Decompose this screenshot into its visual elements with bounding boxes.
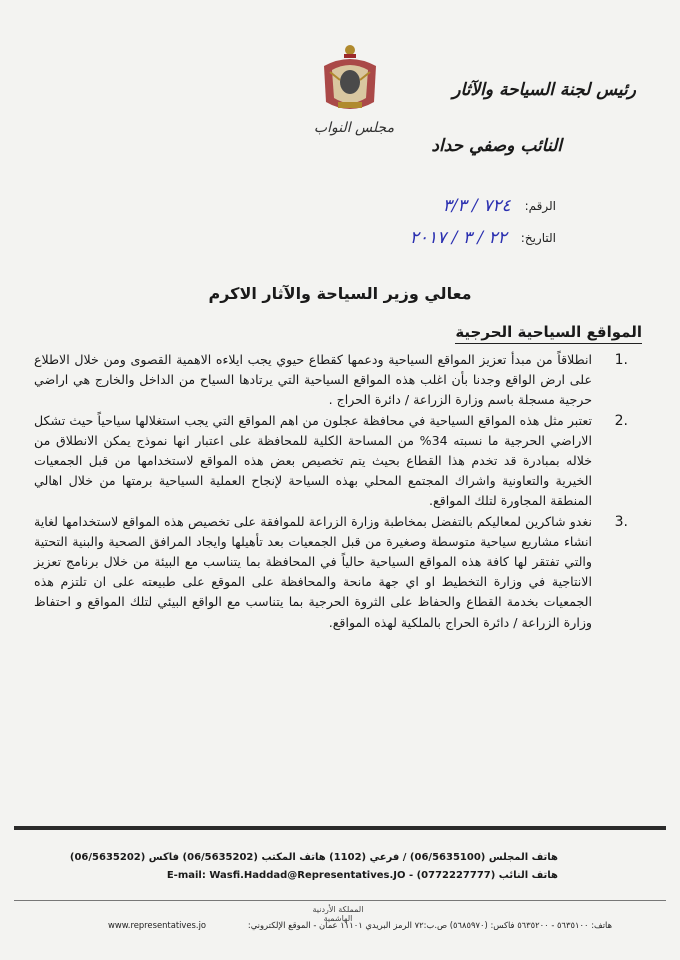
reference-date-label: التاريخ: [520, 231, 556, 245]
footer-divider [14, 826, 666, 830]
contact-phone-line: هاتف المجلس (06/5635100) / فرعي (1102) هاتف المكتب (06/5635202) فاكس (06/5635202) [69, 852, 558, 863]
header-name: النائب وصفي حداد [431, 136, 562, 156]
item-text: انطلاقاً من مبدأ تعزيز المواقع السياحية ودعمها كقطاع حيوي يجب ايلاءه الاهمية القصوى ومن خلال الاطلاع على ارض الواقع وجدنا بأن اغلب هذه المواقع السياحية التي يرتادها السياح من الداخل والخارج هي اراضي حرجية مسجلة باسم وزارة الزراعة / دائرة الحراج . [34, 352, 592, 408]
item-number: 2. [614, 412, 628, 429]
list-item [34, 411, 628, 512]
reference-date-value: ٢٢ / ٣ / ٢٠١٧ [409, 228, 507, 248]
contact-email-line: E-mail: Wasfi.Haddad@Representatives.JO - (0772227777) هاتف النائب [166, 870, 558, 881]
reference-number-value: ٧٢٤ / ٣/٣ [442, 196, 511, 216]
footer-website: www.representatives.jo [108, 920, 207, 930]
subject-heading: المواقع السياحية الحرجية [455, 323, 642, 344]
item-number: 3. [614, 513, 628, 530]
jordan-coat-of-arms-icon [318, 42, 382, 118]
footer-thin-divider [14, 900, 666, 901]
list-item [34, 512, 628, 633]
reference-number-label: الرقم: [524, 199, 556, 213]
item-text: تعتبر مثل هذه المواقع السياحية في محافظة عجلون من اهم المواقع التي يجب استغلالها سياحياً حيث تشكل الاراضي الحرجية ما نسبته 34% من المساحة الكلية للمحافظة على اعتبار انها نموذج يمكن الانطلاق من خلاله بمبادرة قد تخدم هذا القطاع بحيث يتم تخصيص بعض هذه المواقع لاستخدامها من قبل الجمعيات الخيرية والتعاونية واشراك المجتمع المحلي بهذه السياحة لإنجاح العملية السياحية برمتها من خلال اهالي المنطقة المجاورة لتلك المواقع. [34, 412, 592, 509]
footer [108, 920, 612, 930]
reference-number-row [443, 196, 556, 216]
addressee: معالي وزير السياحة والآثار الاكرم [208, 284, 472, 303]
list-item [34, 350, 628, 411]
letter-items [34, 350, 628, 633]
item-number: 1. [614, 352, 628, 368]
reference-date-row [410, 228, 556, 248]
header-title: رئيس لجنة السياحة والآثار [452, 80, 636, 100]
footer-address: هاتف: ٥٦٣٥١٠٠ - ٥٦٣٥٢٠٠ فاكس: (٥٦٨٥٩٧٠) ص.ب:٧٢ الرمز البريدي ١١١٠١ عمان - الموقع الإلكتروني: [247, 920, 612, 930]
council-name: مجلس النواب [313, 120, 395, 136]
footer-council-name: المملكة الأردنية الهاشمية [312, 905, 364, 923]
item-text: نغدو شاكرين لمعاليكم بالتفضل بمخاطبة وزارة الزراعة للموافقة على تخصيص هذه المواقع لاستخدامها لغاية انشاء مشاريع سياحية متوسطة وصغيرة من قبل الجمعيات بعد تأهيلها وايجاد المرافق الصحية والبنية التحتية والتي تفتقر لها كافة هذه المواقع السياحية حالياً في المحافظة بما يتناسب مع البيئة من خلال برنامج تعزيز الانتاجية في وزارة التخطيط او اي جهة مانحة والمحافظة على الموقع على طبيعته على ان تلتزم هذه الجمعيات بخدمة القطاع والحفاظ على الثروة الحرجية بما يتناسب مع الواقع البيئي لتلك المواقع و احتفاظ وزارة الزراعة / دائرة الحراج بالملكية لهذه المواقع. [34, 513, 592, 630]
